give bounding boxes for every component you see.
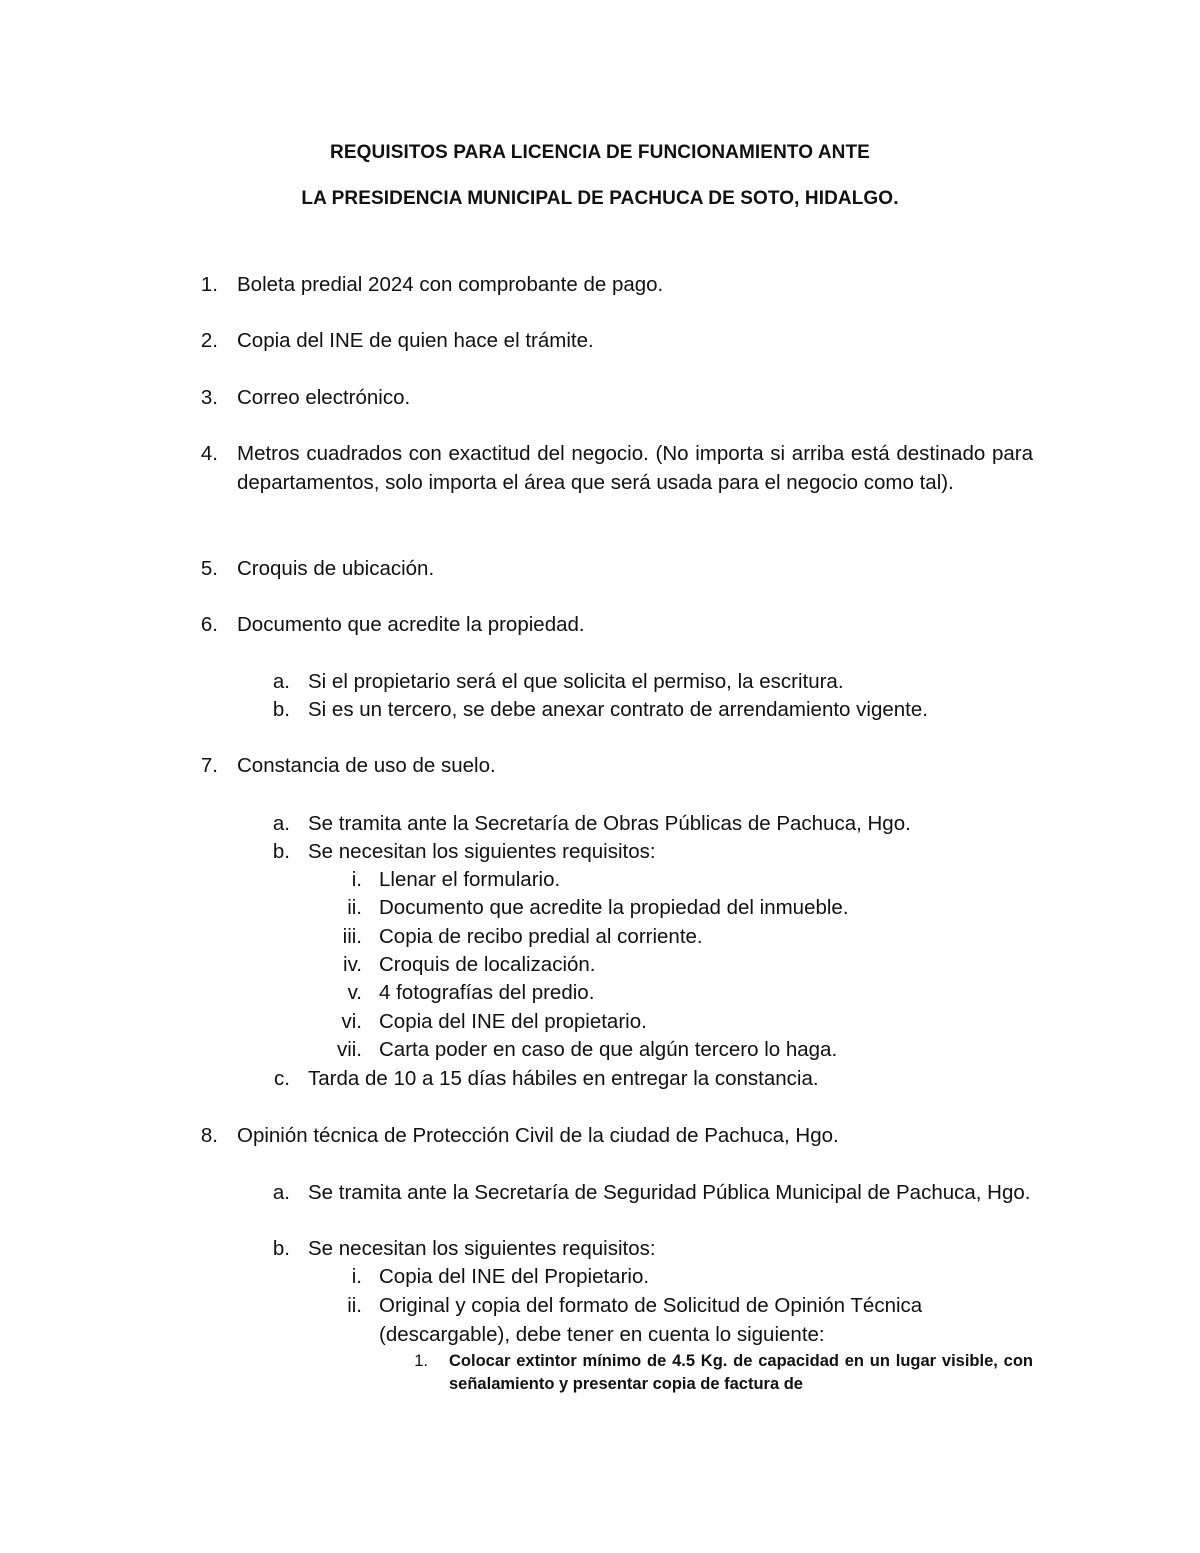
list-item-number: 1. (200, 273, 218, 296)
sub-list-item-text: Tarda de 10 a 15 días hábiles en entregar la constancia. (308, 1067, 819, 1090)
roman-list-item-text: Croquis de localización. (379, 953, 596, 976)
list-item-roman: iii. (342, 925, 362, 948)
list-item-letter: b. (272, 840, 290, 863)
list-item-letter: b. (272, 698, 290, 721)
list-item-text: Opinión técnica de Protección Civil de la ciudad de Pachuca, Hgo. (237, 1124, 839, 1147)
list-item-roman: i. (351, 1265, 362, 1288)
numbered-detail-text: Colocar extintor mínimo de 4.5 Kg. de capacidad en un lugar visible, con señalamiento y presentar copia de factura de (449, 1352, 1033, 1393)
list-item-number: 7. (200, 754, 218, 777)
list-item-letter: c. (274, 1067, 290, 1090)
roman-list-item-text: Copia del INE del Propietario. (379, 1265, 650, 1288)
list-item-letter: a. (272, 1181, 290, 1204)
list-item-text: Copia del INE de quien hace el trámite. (237, 329, 594, 352)
list-item-number: 5. (200, 557, 218, 580)
list-item-roman: vii. (336, 1038, 362, 1061)
sub-list-item-text: Se necesitan los siguientes requisitos: (308, 1237, 656, 1260)
list-item-number: 2. (200, 329, 218, 352)
sub-list-item-text: Si el propietario será el que solicita el permiso, la escritura. (308, 670, 844, 693)
list-item-number: 6. (200, 613, 218, 636)
list-item-number: 4. (200, 442, 218, 465)
list-item-text: Documento que acredite la propiedad. (237, 613, 585, 636)
list-item-letter: a. (272, 812, 290, 835)
roman-list-item-text: Documento que acredite la propiedad del inmueble. (379, 896, 849, 919)
list-item-text: Croquis de ubicación. (237, 557, 435, 580)
list-item-roman: iv. (343, 953, 362, 976)
list-item-letter: b. (272, 1237, 290, 1260)
list-item-number: 8. (200, 1124, 218, 1147)
roman-list-item-text: Copia de recibo predial al corriente. (379, 925, 703, 948)
roman-list-item-text: Carta poder en caso de que algún tercero lo haga. (379, 1038, 838, 1061)
list-item-number: 1. (414, 1352, 428, 1370)
sub-list-item-text: Si es un tercero, se debe anexar contrato de arrendamiento vigente. (308, 698, 928, 721)
document-title-line-1: REQUISITOS PARA LICENCIA DE FUNCIONAMIENTO ANTE (330, 142, 870, 163)
roman-list-item-text: Llenar el formulario. (379, 868, 561, 891)
list-item-roman: ii. (347, 896, 362, 919)
sub-list-item-text: Se necesitan los siguientes requisitos: (308, 840, 656, 863)
roman-list-item-text: Copia del INE del propietario. (379, 1010, 647, 1033)
sub-list-item-text: Se tramita ante la Secretaría de Seguridad Pública Municipal de Pachuca, Hgo. (308, 1181, 1031, 1204)
sub-list-item-text: Se tramita ante la Secretaría de Obras Públicas de Pachuca, Hgo. (308, 812, 911, 835)
list-item-letter: a. (272, 670, 290, 693)
list-item-roman: ii. (347, 1294, 362, 1317)
list-item-text: Metros cuadrados con exactitud del negocio. (No importa si arriba está destinado para departamentos, solo importa el área que será usada para el negocio como tal). (237, 442, 1033, 494)
list-item-text: Correo electrónico. (237, 386, 411, 409)
list-item-text: Constancia de uso de suelo. (237, 754, 496, 777)
list-item-roman: i. (351, 868, 362, 891)
roman-list-item-text: Original y copia del formato de Solicitud de Opinión Técnica (descargable), debe tener en cuenta lo siguiente: (379, 1294, 923, 1346)
document-title-line-2: LA PRESIDENCIA MUNICIPAL DE PACHUCA DE SOTO, HIDALGO. (301, 188, 899, 209)
list-item-roman: v. (347, 981, 362, 1004)
list-item-text: Boleta predial 2024 con comprobante de pago. (237, 273, 664, 296)
list-item-roman: vi. (341, 1010, 362, 1033)
list-item-number: 3. (200, 386, 218, 409)
roman-list-item-text: 4 fotografías del predio. (379, 981, 595, 1004)
